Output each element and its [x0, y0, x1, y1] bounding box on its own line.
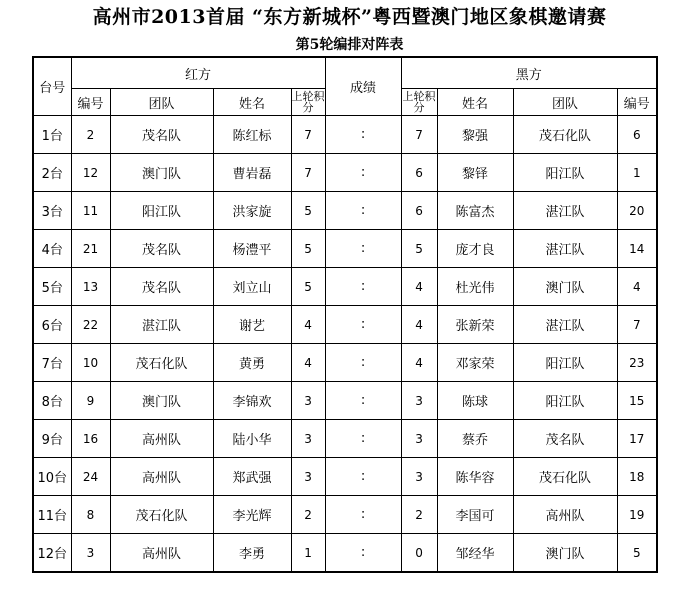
header-black-prev-points: 上轮积分 — [402, 90, 436, 114]
table-row — [33, 192, 657, 230]
cell-black-name: 庞才良 — [437, 230, 513, 268]
cell-black-prev-points: 3 — [401, 420, 437, 458]
cell-black-team: 阳江队 — [513, 154, 617, 192]
cell-black-name: 张新荣 — [437, 306, 513, 344]
cell-black-prev-points: 3 — [401, 458, 437, 496]
table-row — [33, 344, 657, 382]
cell-board: 7台 — [33, 344, 71, 382]
cell-red-number: 8 — [71, 496, 110, 534]
cell-result: : — [325, 116, 401, 154]
cell-red-name: 洪家旋 — [213, 192, 291, 230]
cell-result: : — [325, 382, 401, 420]
cell-black-name: 邓家荣 — [437, 344, 513, 382]
cell-board: 1台 — [33, 116, 71, 154]
cell-result: : — [325, 268, 401, 306]
table-row — [33, 268, 657, 306]
cell-result: : — [325, 534, 401, 572]
cell-board: 10台 — [33, 458, 71, 496]
cell-red-name: 曹岩磊 — [213, 154, 291, 192]
cell-black-team: 澳门队 — [513, 534, 617, 572]
header-red-team: 团队 — [110, 89, 213, 116]
cell-red-team: 阳江队 — [110, 192, 213, 230]
header-red-side: 红方 — [71, 57, 325, 89]
cell-red-prev-points: 7 — [291, 116, 325, 154]
cell-red-number: 10 — [71, 344, 110, 382]
cell-red-name: 谢艺 — [213, 306, 291, 344]
cell-result: : — [325, 344, 401, 382]
cell-red-prev-points: 5 — [291, 268, 325, 306]
header-black-number: 编号 — [617, 89, 657, 116]
cell-black-number: 5 — [617, 534, 657, 572]
cell-black-name: 蔡乔 — [437, 420, 513, 458]
cell-red-team: 茂名队 — [110, 268, 213, 306]
cell-board: 12台 — [33, 534, 71, 572]
cell-black-team: 茂石化队 — [513, 458, 617, 496]
cell-black-prev-points: 6 — [401, 192, 437, 230]
cell-red-team: 茂名队 — [110, 230, 213, 268]
table-row — [33, 420, 657, 458]
cell-red-name: 李锦欢 — [213, 382, 291, 420]
cell-black-name: 邹经华 — [437, 534, 513, 572]
cell-result: : — [325, 192, 401, 230]
cell-result: : — [325, 420, 401, 458]
cell-red-prev-points: 4 — [291, 306, 325, 344]
page-title: 高州市2013首届 “东方新城杯”粤西暨澳门地区象棋邀请赛 — [92, 6, 607, 28]
cell-board: 6台 — [33, 306, 71, 344]
cell-red-prev-points: 5 — [291, 192, 325, 230]
cell-black-number: 7 — [617, 306, 657, 344]
cell-red-team: 澳门队 — [110, 154, 213, 192]
header-red-name: 姓名 — [213, 89, 291, 116]
cell-red-team: 高州队 — [110, 458, 213, 496]
cell-black-prev-points: 4 — [401, 344, 437, 382]
cell-red-team: 湛江队 — [110, 306, 213, 344]
cell-board: 9台 — [33, 420, 71, 458]
cell-black-prev-points: 4 — [401, 306, 437, 344]
cell-black-number: 14 — [617, 230, 657, 268]
cell-black-team: 茂名队 — [513, 420, 617, 458]
table-row — [33, 458, 657, 496]
cell-red-number: 22 — [71, 306, 110, 344]
cell-red-name: 刘立山 — [213, 268, 291, 306]
pairings-table — [32, 56, 658, 573]
cell-black-name: 陈富杰 — [437, 192, 513, 230]
cell-black-number: 1 — [617, 154, 657, 192]
cell-black-prev-points: 5 — [401, 230, 437, 268]
cell-board: 2台 — [33, 154, 71, 192]
cell-result: : — [325, 306, 401, 344]
cell-black-name: 杜光伟 — [437, 268, 513, 306]
cell-black-name: 李国可 — [437, 496, 513, 534]
cell-board: 3台 — [33, 192, 71, 230]
cell-black-number: 17 — [617, 420, 657, 458]
cell-red-team: 高州队 — [110, 534, 213, 572]
cell-red-prev-points: 3 — [291, 420, 325, 458]
cell-black-prev-points: 4 — [401, 268, 437, 306]
cell-black-number: 6 — [617, 116, 657, 154]
cell-red-prev-points: 3 — [291, 458, 325, 496]
cell-board: 4台 — [33, 230, 71, 268]
header-red-prev-points: 上轮积分 — [291, 90, 325, 114]
cell-red-prev-points: 7 — [291, 154, 325, 192]
cell-black-team: 阳江队 — [513, 382, 617, 420]
cell-red-team: 茂石化队 — [110, 344, 213, 382]
cell-red-number: 13 — [71, 268, 110, 306]
cell-red-number: 9 — [71, 382, 110, 420]
cell-red-team: 澳门队 — [110, 382, 213, 420]
cell-black-number: 20 — [617, 192, 657, 230]
cell-black-number: 23 — [617, 344, 657, 382]
cell-red-number: 11 — [71, 192, 110, 230]
cell-red-number: 2 — [71, 116, 110, 154]
header-red-number: 编号 — [71, 89, 110, 116]
cell-black-team: 茂石化队 — [513, 116, 617, 154]
table-row — [33, 306, 657, 344]
cell-result: : — [325, 458, 401, 496]
cell-black-name: 陈球 — [437, 382, 513, 420]
cell-red-prev-points: 1 — [291, 534, 325, 572]
cell-result: : — [325, 154, 401, 192]
cell-black-prev-points: 0 — [401, 534, 437, 572]
cell-board: 8台 — [33, 382, 71, 420]
cell-black-number: 15 — [617, 382, 657, 420]
cell-result: : — [325, 230, 401, 268]
cell-black-number: 4 — [617, 268, 657, 306]
table-row — [33, 230, 657, 268]
table-row — [33, 534, 657, 572]
cell-red-team: 高州队 — [110, 420, 213, 458]
cell-red-number: 21 — [71, 230, 110, 268]
cell-red-number: 3 — [71, 534, 110, 572]
header-black-team: 团队 — [513, 89, 617, 116]
table-row — [33, 382, 657, 420]
cell-black-team: 湛江队 — [513, 230, 617, 268]
cell-result: : — [325, 496, 401, 534]
cell-red-team: 茂名队 — [110, 116, 213, 154]
cell-black-prev-points: 3 — [401, 382, 437, 420]
header-result: 成绩 — [325, 57, 401, 116]
cell-red-team: 茂石化队 — [110, 496, 213, 534]
cell-black-team: 阳江队 — [513, 344, 617, 382]
cell-red-prev-points: 2 — [291, 496, 325, 534]
cell-black-prev-points: 6 — [401, 154, 437, 192]
cell-black-number: 18 — [617, 458, 657, 496]
cell-red-number: 24 — [71, 458, 110, 496]
cell-black-team: 湛江队 — [513, 306, 617, 344]
cell-red-name: 郑武强 — [213, 458, 291, 496]
cell-red-number: 16 — [71, 420, 110, 458]
cell-black-prev-points: 2 — [401, 496, 437, 534]
cell-red-name: 陆小华 — [213, 420, 291, 458]
cell-black-name: 陈华容 — [437, 458, 513, 496]
header-board: 台号 — [33, 57, 71, 116]
cell-red-name: 陈红标 — [213, 116, 291, 154]
cell-red-name: 李光辉 — [213, 496, 291, 534]
cell-red-name: 李勇 — [213, 534, 291, 572]
cell-black-team: 湛江队 — [513, 192, 617, 230]
cell-black-team: 高州队 — [513, 496, 617, 534]
header-black-side: 黑方 — [401, 57, 657, 89]
table-row — [33, 154, 657, 192]
page-subtitle: 第5轮编排对阵表 — [295, 37, 404, 53]
cell-black-name: 黎强 — [437, 116, 513, 154]
cell-black-team: 澳门队 — [513, 268, 617, 306]
cell-red-prev-points: 4 — [291, 344, 325, 382]
cell-red-name: 杨澧平 — [213, 230, 291, 268]
table-row — [33, 496, 657, 534]
table-row — [33, 116, 657, 154]
cell-board: 5台 — [33, 268, 71, 306]
cell-red-prev-points: 3 — [291, 382, 325, 420]
cell-black-number: 19 — [617, 496, 657, 534]
cell-black-name: 黎铎 — [437, 154, 513, 192]
cell-board: 11台 — [33, 496, 71, 534]
cell-red-prev-points: 5 — [291, 230, 325, 268]
cell-red-name: 黄勇 — [213, 344, 291, 382]
cell-red-number: 12 — [71, 154, 110, 192]
header-black-name: 姓名 — [437, 89, 513, 116]
cell-black-prev-points: 7 — [401, 116, 437, 154]
